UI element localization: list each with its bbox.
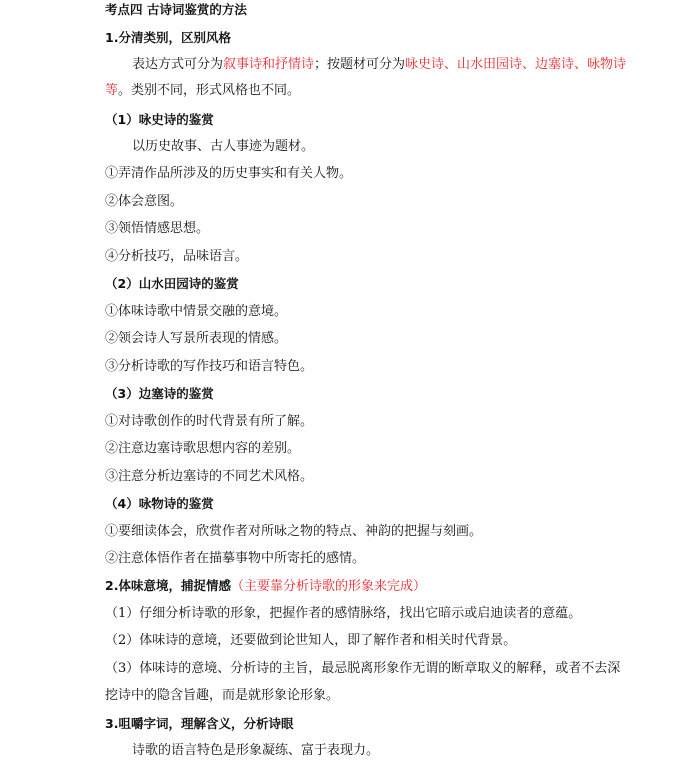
list-item: ①对诗歌创作的时代背景有所了解。: [105, 414, 314, 429]
list-item: ①弄清作品所涉及的历史事实和有关人物。: [105, 166, 353, 181]
paragraph-language: 诗歌的语言特色是形象凝练、富于表现力。: [132, 743, 380, 758]
highlight-subjects: 咏史诗、山水田园诗、边塞诗、咏物诗: [405, 57, 627, 72]
list-item: ②领会诗人写景所表现的情感。: [105, 331, 288, 346]
subheading-2: （2）山水田园诗的鉴赏: [105, 276, 239, 291]
heading-2: [105, 576, 603, 597]
paragraph-categories: [132, 55, 627, 75]
heading-3: 3.咀嚼字词，理解含义，分析诗眼: [105, 716, 294, 731]
list-item-continuation: 挖诗中的隐含旨趣，而是就形象论形象。: [105, 688, 340, 703]
list-item: ②注意边塞诗歌思想内容的差别。: [105, 441, 301, 456]
list-item: （3）体味诗的意境、分析诗的主旨，最忌脱离形象作无谓的断章取义的解释，或者不去深: [105, 661, 621, 676]
list-item: ④分析技巧，品味语言。: [105, 249, 249, 264]
list-item: ①要细读体会，欣赏作者对所咏之物的特点、神韵的把握与刻画。: [105, 524, 483, 539]
list-item: ③分析诗歌的写作技巧和语言特色。: [105, 359, 314, 374]
heading-1: 1.分清类别，区别风格: [105, 30, 231, 45]
section-title: 考点四 古诗词鉴赏的方法: [105, 2, 247, 17]
subheading-3: （3）边塞诗的鉴赏: [105, 386, 214, 401]
heading-2-note: （主要靠分析诗歌的形象来完成）: [230, 579, 426, 594]
highlight-expression: 叙事诗和抒情诗: [223, 57, 315, 72]
list-item: （1）仔细分析诗歌的形象，把握作者的感情脉络，找出它暗示或启迪读者的意蕴。: [105, 606, 582, 621]
text-segment: ；按题材可分为: [314, 57, 406, 72]
subheading-1: （1）咏史诗的鉴赏: [105, 112, 214, 127]
list-item: ②注意体悟作者在描摹事物中所寄托的感情。: [105, 551, 366, 566]
heading-2-text: 2.体味意境，捕捉情感: [105, 578, 231, 593]
text-segment: 。类别不同，形式风格也不同。: [118, 83, 301, 98]
highlight-etc: 等: [105, 83, 119, 98]
list-item: （2）体味诗的意境，还要做到论世知人，即了解作者和相关时代背景。: [105, 633, 517, 648]
text-segment: 表达方式可分为: [132, 57, 224, 72]
list-item: ③领悟情感思想。: [105, 221, 210, 236]
list-item: ①体味诗歌中情景交融的意境。: [105, 304, 288, 319]
subheading-4: （4）咏物诗的鉴赏: [105, 496, 214, 511]
list-item: ②体会意图。: [105, 194, 184, 209]
paragraph-categories-cont: [105, 81, 603, 101]
sub1-intro: 以历史故事、古人事迹为题材。: [132, 139, 315, 154]
list-item: ③注意分析边塞诗的不同艺术风格。: [105, 469, 314, 484]
